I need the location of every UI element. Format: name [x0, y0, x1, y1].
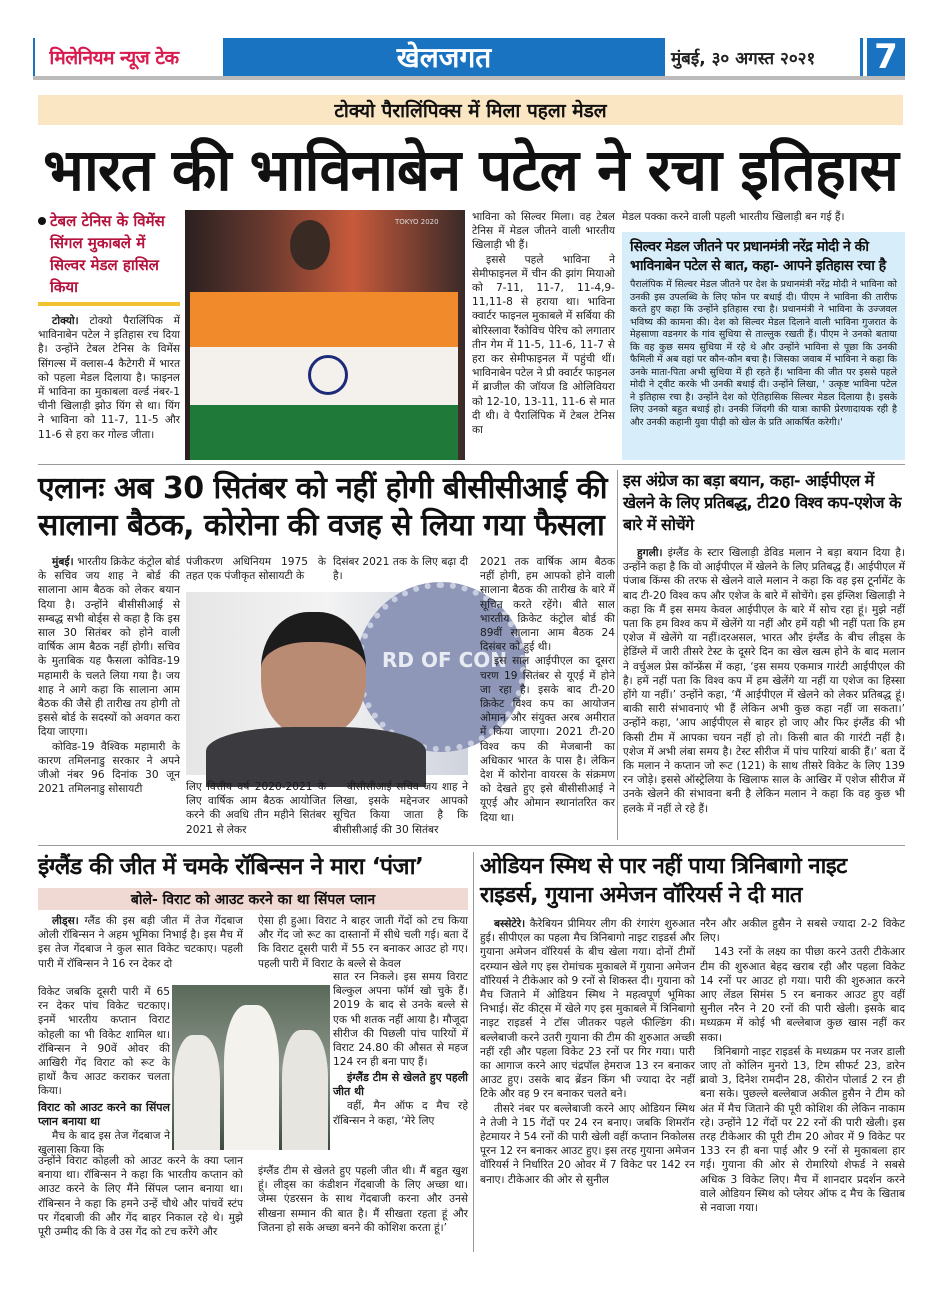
story1-col2: भाविना को सिल्वर मिला। वह टेबल टेनिस में मेडल जीतने वाली भारतीय खिलाड़ी भी हैं। इससे पहले भाविना ने सेमीफाइनल में चीन की झांग मियाओ को 7-11, 11-7, 11-4,9-11,11-8 से हराया था। भाविना क्वार्टर फाइनल मुकाबले में सर्बिया की बोरिस्लावा रैंकोविच पेरिच को लगातार तीन गेम में 11-5, 11-6, 11-7 से हरा कर सेमीफाइनल में पहुंची थीं। भाविनाबेन पटेल ने प्री क्वार्टर फाइनल में ब्राजील की जॉयज डि ओलिवियरा को 12-10, 13-11, 11-6 से मात दी थी। वे पैरालिंपिक में टेबल टेनिस का	[472, 211, 615, 437]
page-number: 7	[874, 37, 898, 77]
robinson-col1-top: लीड्स। ग्लैंड की इस बड़ी जीत में तेज गेंदबाज ओली रॉबिन्सन ने अहम भूमिका निभाई है। इस मैच में इस तेज गेंदबाज ने कुल सात विकेट चटकाए। पहली पारी में रॉबिन्सन ने 16 रन देकर दो	[38, 915, 243, 970]
robinson-subhead: बोले- विराट को आउट करने का था सिंपल प्लान	[130, 891, 376, 908]
robinson-col2-mid: सात रन निकले। इस समय विराट बिल्कुल अपना फॉर्म खो चुके हैं। 2019 के बाद से उनके बल्ले से एक भी शतक नहीं आया है। मौजूदा सीरीज की पिछली पांच पारियों में विराट 24.80 की औसत से महज 124 रन ही बना पाए हैं। इंग्लैंड टीम से खेलते हुए पहली जीत थी वहीं, मैन ऑफ द मैच रहे रॉबिन्सन ने कहा, ‘मेरे लिए	[333, 971, 468, 1127]
page-header	[33, 38, 905, 80]
masthead	[33, 38, 193, 76]
section-title: खेलजगत	[396, 41, 492, 74]
bcci-col3-bottom: बीसीसीआई सचिव जय शाह ने लिखा, इसके मद्देनजर आपको सूचित किया जाता है कि बीसीसीआई की 30 सितंबर	[333, 781, 468, 836]
bcci-col4: 2021 तक वार्षिक आम बैठक नहीं होगी, हम आपको होने वाली सालाना बैठक की तारीख के बारे में सूचित करते रहेंगे। बीते साल भारतीय क्रिकेट कंट्रोल बोर्ड की 89वीं सालाना आम बैठक 24 दिसंबर को हुई थी। इस साल आईपीएल का दूसरा चरण 19 सितंबर से यूएई में होने जा रहा है। इसके बाद टी-20 क्रिकेट विश्व कप का आयोजन ओमान और संयुक्त अरब अमीरात में किया जाएगा। 2021 टी-20 विश्व कप की मेजबानी का अधिकार भारत के पास है। लेकिन देश में कोरोना वायरस के संक्रमण को देखते हुए इसे बीसीसीआई ने यूएई और ओमान स्थानांतरित कर दिया था।	[480, 556, 615, 824]
robinson-col1-mid: विकेट जबकि दूसरी पारी में 65 रन देकर पांच विकेट चटकाए। इनमें भारतीय कप्तान विराट कोहली का भी विकेट शामिल था। रॉबिन्सन ने 90वें ओवर की आखिरी गेंद विराट को रूट के हाथों कैच आउट कराकर चलता किया। विराट को आउट करने का सिंपल प्लान बनाया था मैच के बाद इस तेज गेंदबाज ने खुलासा किया कि	[38, 986, 170, 1156]
bcci-col2-top: पंजीकरण अधिनियम 1975 के तहत एक पंजीकृत सोसायटी के	[186, 556, 326, 583]
photo-jay-shah	[186, 592, 508, 775]
dateline: मुंबई, ३० अगस्त २०२१	[671, 49, 816, 69]
person-head	[261, 612, 366, 737]
divider	[38, 464, 905, 465]
crosshead-virat: विराट को आउट करने का सिंपल प्लान बनाया था	[38, 1100, 170, 1128]
player-1	[174, 1035, 220, 1150]
player-3	[282, 1030, 328, 1150]
bcci-col3-top: दिसंबर 2021 तक के लिए बढ़ा दी है।	[333, 556, 468, 583]
malan-headline: इस अंग्रेज का बड़ा बयान, कहा- आईपीएल में खेलने के लिए प्रतिबद्ध, टी20 विश्व कप-एशेज के बारे में सोचेंगे	[623, 471, 901, 534]
robinson-col2-top: ऐसा ही हुआ। विराट ने बाहर जाती गेंदों को टच किया और गेंद जो रूट का दास्तानों में सीधे चली गई। बता दें कि विराट दूसरी पारी में 55 रन बनाकर आउट हो गए। पहली पारी में विराट के बल्ले से केवल	[258, 915, 468, 970]
highlight-box	[38, 210, 180, 306]
photo-bhavina-with-flag	[185, 210, 465, 460]
robinson-headline: इंग्लैंड की जीत में चमके रॉबिन्सन ने मारा ‘पंजा’	[38, 854, 424, 880]
crosshead-first-win: इंग्लैंड टीम से खेलते हुए पहली जीत थी	[333, 1071, 468, 1099]
bcci-logo-backdrop: RD OF CON	[356, 582, 526, 752]
bcci-col1: मुंबई। भारतीय क्रिकेट कंट्रोल बोर्ड के सचिव जय शाह ने बोर्ड की सालाना आम बैठक को लेकर बयान दिया है। उन्होंने बीसीसीआई से सम्बद्ध सभी बोर्ड्स से कहा है कि इस साल 30 सितंबर को होने वाली वार्षिक आम बैठक नहीं होगी। सचिव के मुताबिक यह फैसला कोविड-19 महामारी के चलते लिया गया है। जय शाह ने आगे कहा कि सालाना आम बैठक की जैसे ही तारीख तय होगी तो इससे बोर्ड के सदस्यों को अवगत करा दिया जाएगा। कोविड-19 वैश्विक महामारी के कारण तमिलनाडु सरकार ने अपने जीओ नंबर 96 दिनांक 30 जून 2021 तमिलनाडु सोसायटी	[38, 556, 180, 796]
photo-england-players	[172, 985, 330, 1150]
story1-col1: टोक्यो। टोक्यो पैरालिंपिक में भाविनाबेन पटेल ने इतिहास रच दिया है। उन्होंने टेबल टेनिस के विमेंस सिंगल्स में क्लास-4 कैटेगरी में भारत को पहला मेडल दिलाया है। फाइनल में भाविना का मुकाबला वर्ल्ड नंबर-1 चीनी खिलाड़ी झोउ यिंग से था। यिंग ने भाविना को 11-7, 11-5 और 11-6 से हरा कर गोल्ड जीता।	[38, 315, 181, 441]
column-divider	[473, 852, 474, 1252]
robinson-col1-bottom: उन्होंने विराट कोहली को आउट करने के क्या प्लान बनाया था। रॉबिन्सन ने कहा कि भारतीय कप्तान को आउट करने के लिए मैंने सिंपल प्लान बनाया था। रॉबिन्सन ने कहा कि हमने उन्हें चौथे और पांचवें स्टंप पर गेंदबाजी की और गेंद बाहर निकाल रहे थे। मुझे पूरी उम्मीद की कि वे उस गेंद को टच करेंगे और	[38, 1155, 243, 1239]
page-number-box	[863, 38, 905, 76]
story1-col3-top: मेडल पक्का करने वाली पहली भारतीय खिलाड़ी बन गई हैं।	[622, 211, 845, 223]
athlete-head	[290, 220, 330, 270]
person-suit	[206, 727, 426, 787]
modi-box-headline: सिल्वर मेडल जीतने पर प्रधानमंत्री नरेंद्र मोदी ने की भाविनाबेन पटेल से बात, कहा- आपने इतिहास रचा है	[630, 239, 886, 274]
main-headline: भारत की भाविनाबेन पटेल ने रचा इतिहास	[43, 136, 898, 204]
player-2	[224, 1005, 279, 1150]
cpl-headline: ओडियन स्मिथ से पार नहीं पाया त्रिनिबागो नाइट राइडर्स, गुयाना अमेजन वॉरियर्स ने दी मात	[480, 854, 847, 908]
chakra-icon	[308, 355, 348, 395]
bcci-headline: एलानः अब 30 सितंबर को नहीं होगी बीसीसीआई की सालाना बैठक, कोरोना की वजह से लिया गया फैसला	[38, 471, 608, 543]
robinson-col2-bottom: इंग्लैंड टीम से खेलते हुए पहली जीत थी। मैं बहुत खुश हूं। लीड्स का कंडीशन गेंदबाजी के लिए अच्छा था। जेम्स एंडरसन के साथ गेंदबाजी करना और उनसे सीखना सम्मान की बात है। मैं सीखता रहता हूं और जितना हो सके अच्छा बनने की कोशिश करता हूं।’	[258, 1165, 468, 1234]
robinson-subhead-strip	[38, 888, 468, 910]
masthead-text: मिलेनियम न्यूज टेक	[49, 47, 179, 69]
cpl-col2: नरैन और अकील हुसैन ने सबसे ज्यादा 2-2 विकेट लिए। 143 रनों के लक्ष्य का पीछा करने उतरी टीकेआर टीम की शुरुआत बेहद खराब रही और पहला विकेट 14 रनों पर आउट हो गया। पारी की शुरुआत करने आए लेंडल सिमंस 5 रन बनाकर आउट हुए वहीं सुनील नरैन ने 20 रनों की पारी खेली। इसके बाद मध्यक्रम में कोई भी बल्लेबाज कुछ खास नहीं कर सका। त्रिनिबागो नाइट राइडर्स के मध्यक्रम पर नजर डाली जाए तो कोलिन मुनरो 13, टिम सीफर्ट 23, डारेन ब्रावो 3, दिनेश रामदीन 28, कीरोन पोलार्ड 2 रन ही बना सके। पुछल्ले बल्लेबाज अकील हुसैन ने टीम को अंत में मैच जिताने की पूरी कोशिश की लेकिन नाकाम रहे। उन्होंने 12 गेंदों पर 22 रनों की पारी खेली। इस तरह टीकेआर की पूरी टीम 20 ओवर में 9 विकेट पर 133 रन ही बना पाई और 9 रनों से मुकाबला हार गई। गुयाना की ओर से रोमारियो शेफर्ड ने सबसे अधिक 3 विकेट लिए। मैच में शानदार प्रदर्शन करने वाले ओडियन स्मिथ को प्लेयर ऑफ द मैच के खिताब से नवाजा गया।	[700, 918, 905, 1215]
kicker-strip	[38, 95, 903, 125]
highlight-text: टेबल टेनिस के विमेंस सिंगल मुकाबले में सिल्वर मेडल हासिल किया	[50, 212, 165, 296]
indian-flag	[190, 292, 458, 460]
divider	[38, 845, 905, 846]
bullet-icon	[38, 217, 46, 225]
bcci-col2-bottom: लिए वित्तीय वर्ष 2020-2021 के लिए वार्षिक आम बैठक आयोजित करने की अवधि तीन महीने सितंबर 2021 से लेकर	[186, 781, 326, 836]
malan-body: हुगली। इंग्लैंड के स्टार खिलाड़ी डेविड मलान ने बड़ा बयान दिया है। उन्होंने कहा है कि वो आईपीएल में खेलने के लिए प्रतिबद्ध हैं। आईपीएल में पंजाब किंग्स की तरफ से खेलने वाले मलान ने कहा कि वह इस टूर्नामेंट के बाद टी-20 विश्व कप और एशेज के बारे में सोचेंगे। इस इंग्लिश खिलाड़ी ने कहा कि मैं इस समय केवल आईपीएल के बारे में सोच रहा हूं। मुझे नहीं पता कि हम विश्व कप में खेलेंगे या नहीं और हमें यही भी नहीं पता कि हम एशेज में खेलेंगे या नहीं।दरअसल, भारत और इंग्लैंड के बीच लीड्स के हेडिंग्ले में जारी तीसरे टेस्ट के दूसरे दिन का खेल खत्म होने के बाद मलान ने वर्चुअल प्रेस कॉन्फ्रेंस में कहा, ‘इस समय एकमात्र गारंटी आईपीएल की है। हमें नहीं पता कि विश्व कप में हम खेलेंगे या नहीं या एशेज का हिस्सा होंगे या नहीं।’ उन्होंने कहा, ‘मैं आईपीएल में खेलने को लेकर प्रतिबद्ध हूं। बाकी सारी संभावनाएं भी हैं लेकिन अभी कुछ कहा नहीं जा सकता।’ उन्होंने कहा, ‘आप आईपीएल से बाहर हो जाए और फिर इंग्लैंड की भी किसी टीम में आपका चयन नहीं हो तो। किसी बात की गारंटी नहीं है। एशेज में अभी लंबा समय है। टेस्ट सीरीज में पांच पारियां बाकी हैं।’ बता दें कि मलान ने कप्तान जो रूट (121) के साथ तीसरे विकेट के लिए 139 रन जोड़े। इससे ऑस्ट्रेलिया के खिलाफ साल के आखिर में एशेज सीरीज में उनके खेलने की संभावना बनी है लेकिन मलान ने कहा कि वह कुछ भी हलके में नहीं ले रहे हैं।	[623, 547, 905, 815]
modi-box-body: पैरालंपिक में सिल्वर मेडल जीतने पर देश के प्रधानमंत्री नरेंद्र मोदी ने भाविना को उनकी इस उपलब्धि के लिए फोन पर बधाई दी। पीएम ने भाविना की तारीफ करते हुए कहा कि उन्होंने इतिहास रचा है। प्रधानमंत्री ने भाविना के उज्जवल भविष्य की कामना की। देश को सिल्वर मेडल दिलाने वाली भाविना गुजरात के मेहसाणा वडनगर के गांव सुधिया से ताल्लुक रखती हैं। पीएम ने उनको बताया कि वह कुछ समय सुधिया में रहे थे और उन्होंने भाविना से पूछा कि उनकी फैमिली में अब वहां पर कौन-कौन बचा है। जिसका जवाब में भाविना ने कहा कि उनके माता-पिता अभी सुधिया में ही रहते हैं। भाविना की जीत पर इससे पहले मोदी ने ट्वीट करके भी उनकी बधाई दी। उन्होंने लिखा, ' उत्कृष्ट भाविना पटेल ने इतिहास रचा है। उन्होंने देश को ऐतिहासिक सिल्वर मेडल दिलाया है। इसके लिए उनको बहुत बधाई हो। उनकी जिंदगी की यात्रा काफी प्रेरणादायक रही है और उनकी कहानी युवा पीढ़ी को खेल के प्रति आकर्षित करेगी।'	[630, 279, 897, 428]
modi-box	[622, 232, 905, 460]
column-divider	[617, 470, 618, 840]
section-band	[223, 38, 665, 76]
cpl-col1: बस्सेटेरे। कैरेबियन प्रीमियर लीग की रंगारंग शुरुआत हुई। सीपीएल का पहला मैच त्रिनिबागो नाइट राइडर्स और गुयाना अमेजन वॉरियर्स के बीच खेला गया। दोनों टीमों दरम्यान खेले गए इस रोमांचक मुकाबले में गुयाना अमेजन वॉरियर्स ने टीकेआर को 9 रनों से शिकस्त दी। गुयाना को मैच जिताने में ओडियन स्मिथ ने महत्वपूर्ण भूमिका निभाई। सेंट कीट्स में खेले गए इस मुकाबले में त्रिनिबागो नाइट राइडर्स ने टॉस जीतकर पहले फील्डिंग की। बल्लेबाजी करने उतरी गुयाना की टीम की शुरुआत अच्छी नहीं रही और पहला विकेट 23 रनों पर गिर गया। पारी का आगाज करने आए चंद्रपॉल हेमराज 13 रन बनाकर आउट हुए। उसके बाद ब्रेंडन किंग भी ज्यादा देर नहीं टिके और वह 9 रन बनाकर चलते बने। तीसरे नंबर पर बल्लेबाजी करने आए ओडियन स्मिथ ने तेजी ने 15 गेंदों पर 24 रन बनाए। जबकि शिमरॉन हेटमायर ने 54 रनों की पारी खेली वहीं कप्तान निकोलस पूरन 12 रन बनाकर आउट हुए। इस तरह गुयाना अमेजन वॉरियर्स ने निर्धारित 20 ओवर में 7 विकेट पर 142 रन बनाए। टीकेआर की ओर से सुनील	[480, 918, 695, 1186]
photo-badge: TOKYO 2020	[395, 218, 439, 226]
kicker-text: टोक्यो पैरालिंपिक्स में मिला पहला मेडल	[334, 100, 607, 122]
yellow-rule	[38, 302, 180, 306]
